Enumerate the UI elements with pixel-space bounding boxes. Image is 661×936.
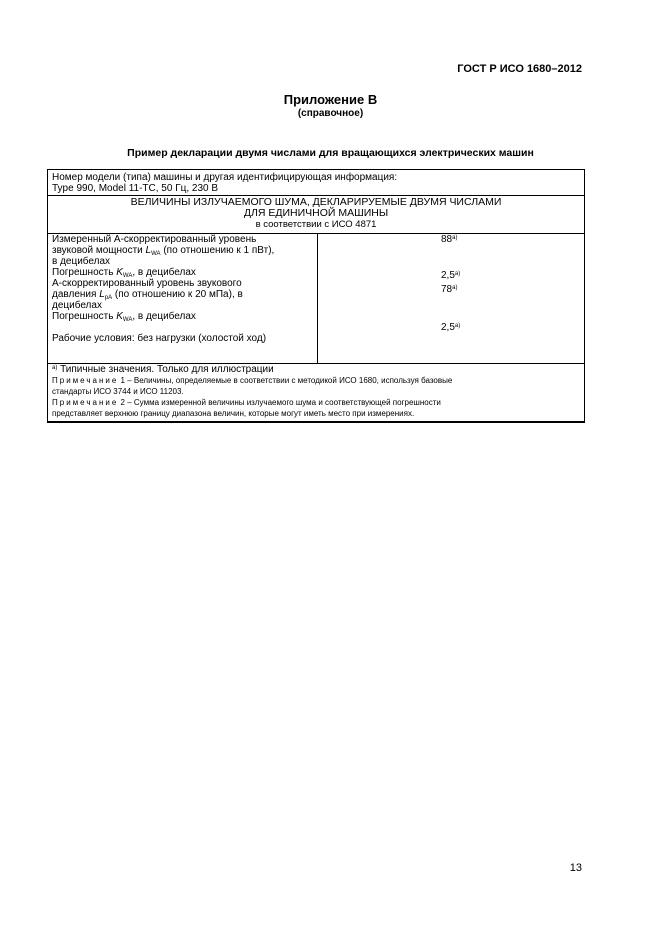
row1-line-1: Измеренный А-скорректированный уровень — [52, 234, 257, 245]
row1-line-2 — [52, 245, 317, 256]
value-lwa-footnote-ref: a) — [452, 235, 458, 241]
value-kwa-1 — [441, 270, 460, 281]
note-1-text: 1 – Величины, определяемые в соответствии с методикой ИСО 1680, используя базовые — [118, 376, 453, 385]
row2-subscript: WA — [122, 273, 133, 279]
annex-subtitle: (справочное) — [297, 108, 364, 119]
value-lwa — [441, 234, 457, 245]
value-lpa — [441, 284, 457, 295]
note-1-line-1 — [52, 375, 584, 386]
row3-subscript: pA — [104, 295, 113, 301]
ident-line-2: Type 990, Model 11-TC, 50 Гц, 230 В — [52, 183, 219, 194]
page-number: 13 — [569, 862, 582, 874]
quantities-column — [48, 234, 318, 363]
row3-line-2 — [52, 289, 317, 300]
head-line-3: в соответствии с ИСО 4871 — [255, 219, 377, 230]
standard-designation: ГОСТ Р ИСО 1680–2012 — [457, 63, 582, 75]
note-2-label: Примечание — [52, 398, 119, 407]
value-lpa-footnote-ref: a) — [452, 285, 458, 291]
row1-text-b: (по отношению к 1 пВт), — [160, 245, 275, 256]
value-kwa-1-footnote-ref: a) — [454, 271, 461, 277]
values-column — [318, 234, 584, 363]
header-row — [48, 196, 584, 234]
row3-symbol: L — [99, 289, 105, 300]
row3-line-3: децибелах — [52, 300, 102, 311]
value-kwa-2-number: 2,5 — [441, 322, 455, 333]
declaration-table — [47, 169, 585, 423]
value-kwa-1-number: 2,5 — [441, 270, 455, 281]
row1-line-3: в децибелах — [52, 256, 111, 267]
row2-text-a: Погрешность — [52, 267, 117, 278]
row4-text-b: , в децибелах — [132, 311, 196, 322]
ident-line-1: Номер модели (типа) машины и другая идентифицирующая информация: — [52, 172, 398, 183]
annex-title: Приложение В — [283, 92, 378, 107]
row1-symbol: L — [145, 245, 152, 256]
row3-line-1: А-скорректированный уровень звукового — [52, 278, 242, 289]
value-kwa-2-footnote-ref: a) — [454, 323, 461, 329]
row4-line — [52, 311, 317, 322]
note-2-line-2: представляет верхнюю границу диапазона величин, которые могут иметь место при измерениях. — [52, 409, 415, 418]
head-line-1: ВЕЛИЧИНЫ ИЗЛУЧАЕМОГО ШУМА, ДЕКЛАРИРУЕМЫЕ ДВУМЯ ЧИСЛАМИ — [130, 196, 502, 208]
table-title: Пример декларации двумя числами для вращающихся электрических машин — [127, 147, 534, 159]
row4-symbol: K — [116, 311, 123, 322]
note-2-line-1 — [52, 397, 584, 408]
note-2-text: 2 – Сумма измеренной величины излучаемого шума и соответствующей погрешности — [118, 398, 441, 407]
row4-text-a: Погрешность — [52, 311, 117, 322]
operating-conditions: Рабочие условия: без нагрузки (холостой ход) — [52, 333, 267, 344]
note-1-label: Примечание — [52, 376, 119, 385]
row1-text-a: звуковой мощности — [52, 245, 146, 256]
row3-text-b: (по отношению к 20 мПа), в — [112, 289, 243, 300]
values-row — [48, 234, 584, 364]
row2-line — [52, 267, 317, 278]
value-kwa-2 — [441, 322, 460, 333]
footnote-text: Типичные значения. Только для иллюстрации — [57, 364, 274, 375]
row4-subscript: WA — [122, 317, 133, 323]
row1-subscript: WA — [151, 251, 161, 257]
row3-text-a: давления — [52, 289, 100, 300]
footnote-mark: a) — [52, 365, 58, 371]
note-1-line-2: стандарты ИСО 3744 и ИСО 11203. — [52, 387, 184, 396]
value-lwa-number: 88 — [441, 234, 453, 245]
row2-symbol: K — [116, 267, 123, 278]
footnote — [52, 364, 584, 375]
value-lpa-number: 78 — [441, 284, 453, 295]
notes-row — [48, 364, 584, 421]
identification-row — [48, 170, 584, 196]
head-line-2: ДЛЯ ЕДИНИЧНОЙ МАШИНЫ — [243, 207, 389, 219]
row2-text-b: , в децибелах — [132, 267, 196, 278]
